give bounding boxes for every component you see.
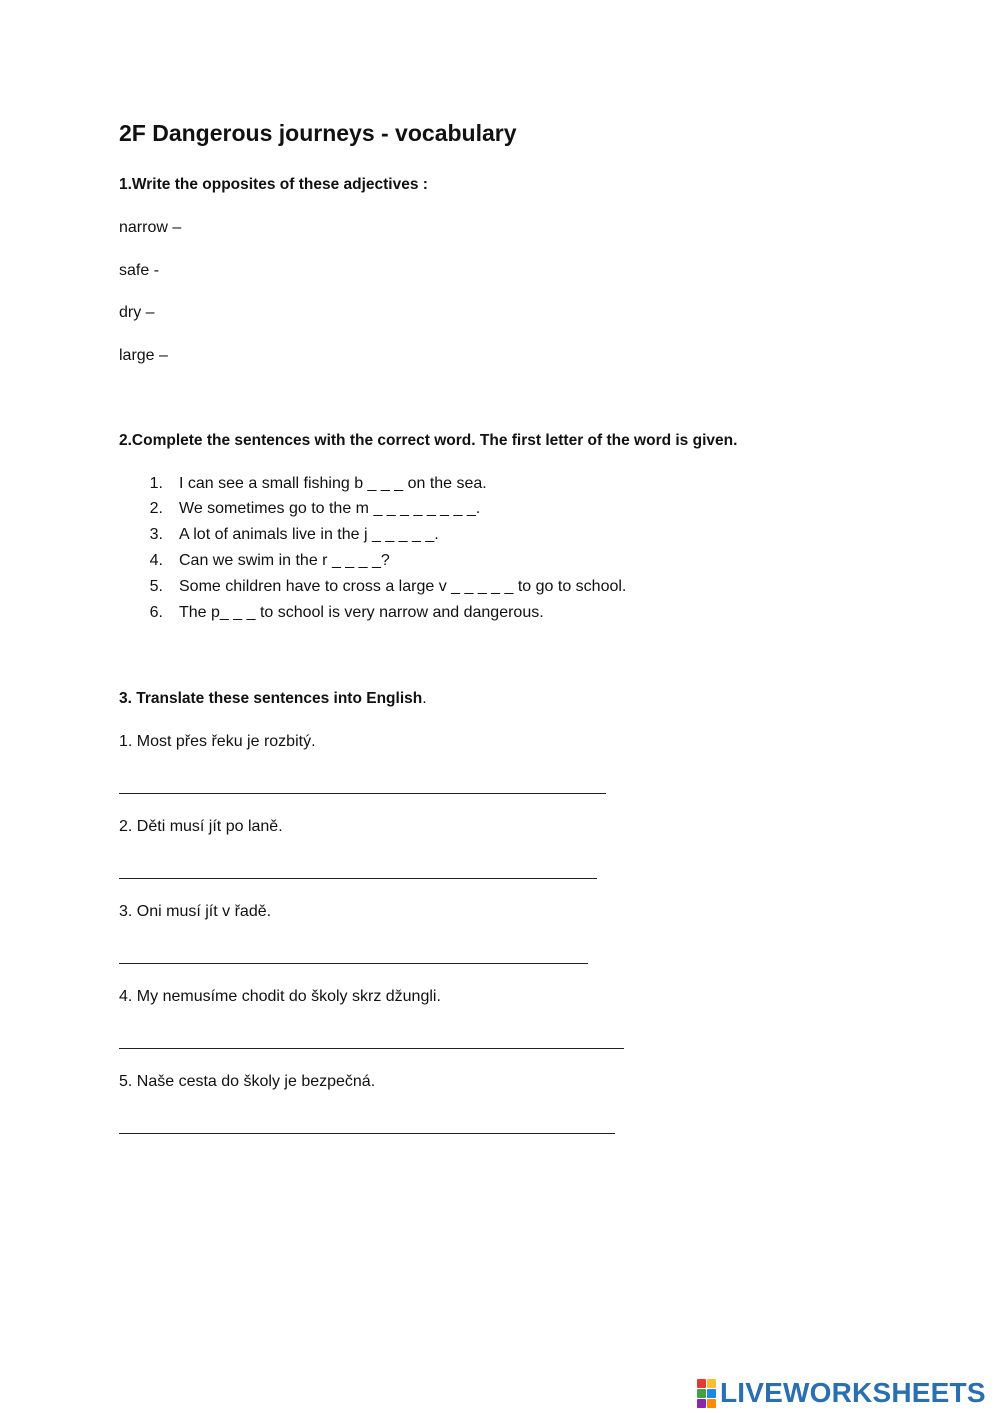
translation-sentence: 3. Oni musí jít v řadě. — [119, 903, 272, 920]
list-number: 5. — [149, 578, 163, 595]
brand-text: LIVEWORKSHEETS — [720, 1377, 986, 1408]
section3-instruction-period: . — [422, 690, 427, 707]
translation-sentence: 2. Děti musí jít po laně. — [119, 818, 283, 835]
translation-sentence: 1. Most přes řeku je rozbitý. — [119, 733, 316, 750]
sentence-item: Some children have to cross a large v _ _ _ _ _ to go to school. — [179, 578, 627, 595]
liveworksheets-logo — [697, 1376, 986, 1410]
translation-sentence: 4. My nemusíme chodit do školy skrz džungli. — [119, 988, 441, 1005]
logo-square — [697, 1399, 706, 1408]
logo-square — [707, 1399, 716, 1408]
sentence-item: I can see a small fishing b _ _ _ on the sea. — [179, 475, 487, 492]
list-number: 6. — [149, 604, 163, 621]
answer-line[interactable] — [119, 793, 606, 794]
answer-line[interactable] — [119, 878, 597, 879]
logo-square — [707, 1379, 716, 1388]
sentence-item: Can we swim in the r _ _ _ _? — [179, 552, 390, 569]
adjective-item: large – — [119, 347, 168, 364]
logo-square — [697, 1379, 706, 1388]
answer-line[interactable] — [119, 1133, 615, 1134]
list-number: 4. — [149, 552, 163, 569]
adjective-item: narrow – — [119, 219, 182, 236]
list-number: 3. — [149, 526, 163, 543]
sentence-item: The p_ _ _ to school is very narrow and dangerous. — [179, 604, 544, 621]
section3-instruction-text: 3. Translate these sentences into English — [119, 690, 423, 707]
sentence-item: A lot of animals live in the j _ _ _ _ _. — [179, 526, 439, 543]
page-title: 2F Dangerous journeys - vocabulary — [119, 120, 517, 146]
adjective-item: safe - — [119, 262, 160, 279]
translation-sentence: 5. Naše cesta do školy je bezpečná. — [119, 1073, 376, 1090]
section2-instruction: 2.Complete the sentences with the correct word. The first letter of the word is given. — [119, 432, 738, 449]
answer-line[interactable] — [119, 963, 588, 964]
list-number: 1. — [149, 475, 163, 492]
section1-instruction: 1.Write the opposites of these adjectives : — [119, 176, 428, 193]
adjective-item: dry – — [119, 304, 155, 321]
section3-instruction — [119, 690, 427, 708]
answer-line[interactable] — [119, 1048, 624, 1049]
logo-icon — [697, 1379, 716, 1408]
list-number: 2. — [149, 500, 163, 517]
logo-square — [707, 1389, 716, 1398]
logo-square — [697, 1389, 706, 1398]
sentence-item: We sometimes go to the m _ _ _ _ _ _ _ _. — [179, 500, 481, 517]
